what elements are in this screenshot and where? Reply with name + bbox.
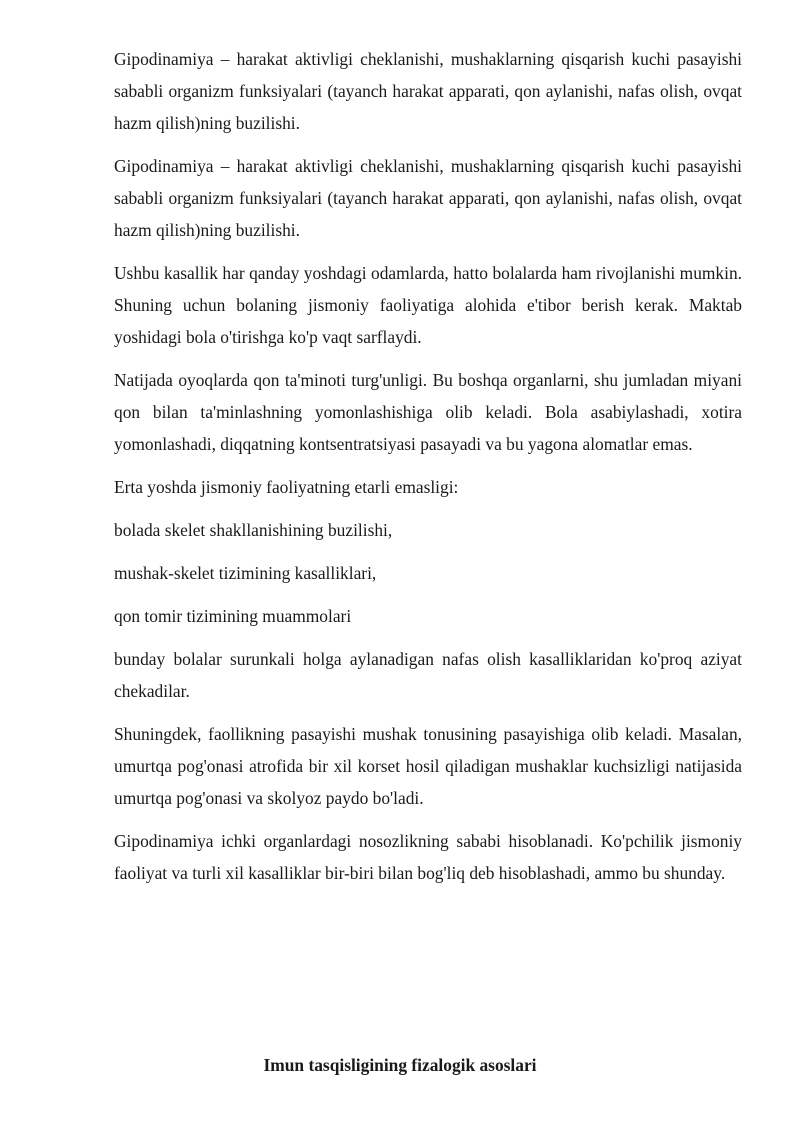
list-item: bolada skelet shakllanishining buzilishi,: [114, 520, 393, 540]
paragraph: Natijada oyoqlarda qon ta'minoti turg'unligi. Bu boshqa organlarni, shu jumladan miyani qon bilan ta'minlashning yomonlashishiga olib keladi. Bola asabiylashadi, xotira yomonlashadi, diqqatning kontsentratsiyasi pasayadi va bu yagona alomatlar emas.: [114, 370, 742, 454]
section-heading: Imun tasqisligining fizalogik asoslari: [263, 1055, 537, 1075]
list-item: mushak-skelet tizimining kasalliklari,: [114, 563, 377, 583]
paragraph: Gipodinamiya ichki organlardagi nosozlikning sababi hisoblanadi. Ko'pchilik jismoniy faoliyat va turli xil kasalliklar bir-biri bilan bog'liq deb hisoblashadi, ammo bu shunday.: [114, 831, 742, 883]
paragraph: Gipodinamiya – harakat aktivligi cheklanishi, mushaklarning qisqarish kuchi pasayishi sababli organizm funksiyalari (tayanch harakat apparati, qon aylanishi, nafas olish, ovqat hazm qilish)ning buzilishi.: [114, 156, 742, 240]
document-body: [114, 43, 742, 900]
paragraph: Shuningdek, faollikning pasayishi mushak tonusining pasayishiga olib keladi. Masalan, umurtqa pog'onasi atrofida bir xil korset hosil qiladigan mushaklar kuchsizligi natijasida umurtqa pog'onasi va skolyoz paydo bo'ladi.: [114, 724, 742, 808]
paragraph: bunday bolalar surunkali holga aylanadigan nafas olish kasalliklaridan ko'proq aziyat chekadilar.: [114, 649, 742, 701]
list-intro: Erta yoshda jismoniy faoliyatning etarli emasligi:: [114, 477, 459, 497]
paragraph: Gipodinamiya – harakat aktivligi cheklanishi, mushaklarning qisqarish kuchi pasayishi sababli organizm funksiyalari (tayanch harakat apparati, qon aylanishi, nafas olish, ovqat hazm qilish)ning buzilishi.: [114, 49, 742, 133]
paragraph: Ushbu kasallik har qanday yoshdagi odamlarda, hatto bolalarda ham rivojlanishi mumkin. Shuning uchun bolaning jismoniy faoliyatiga alohida e'tibor berish kerak. Maktab yoshidagi bola o'tirishga ko'p vaqt sarflaydi.: [114, 263, 742, 347]
list-item: qon tomir tizimining muammolari: [114, 606, 352, 626]
